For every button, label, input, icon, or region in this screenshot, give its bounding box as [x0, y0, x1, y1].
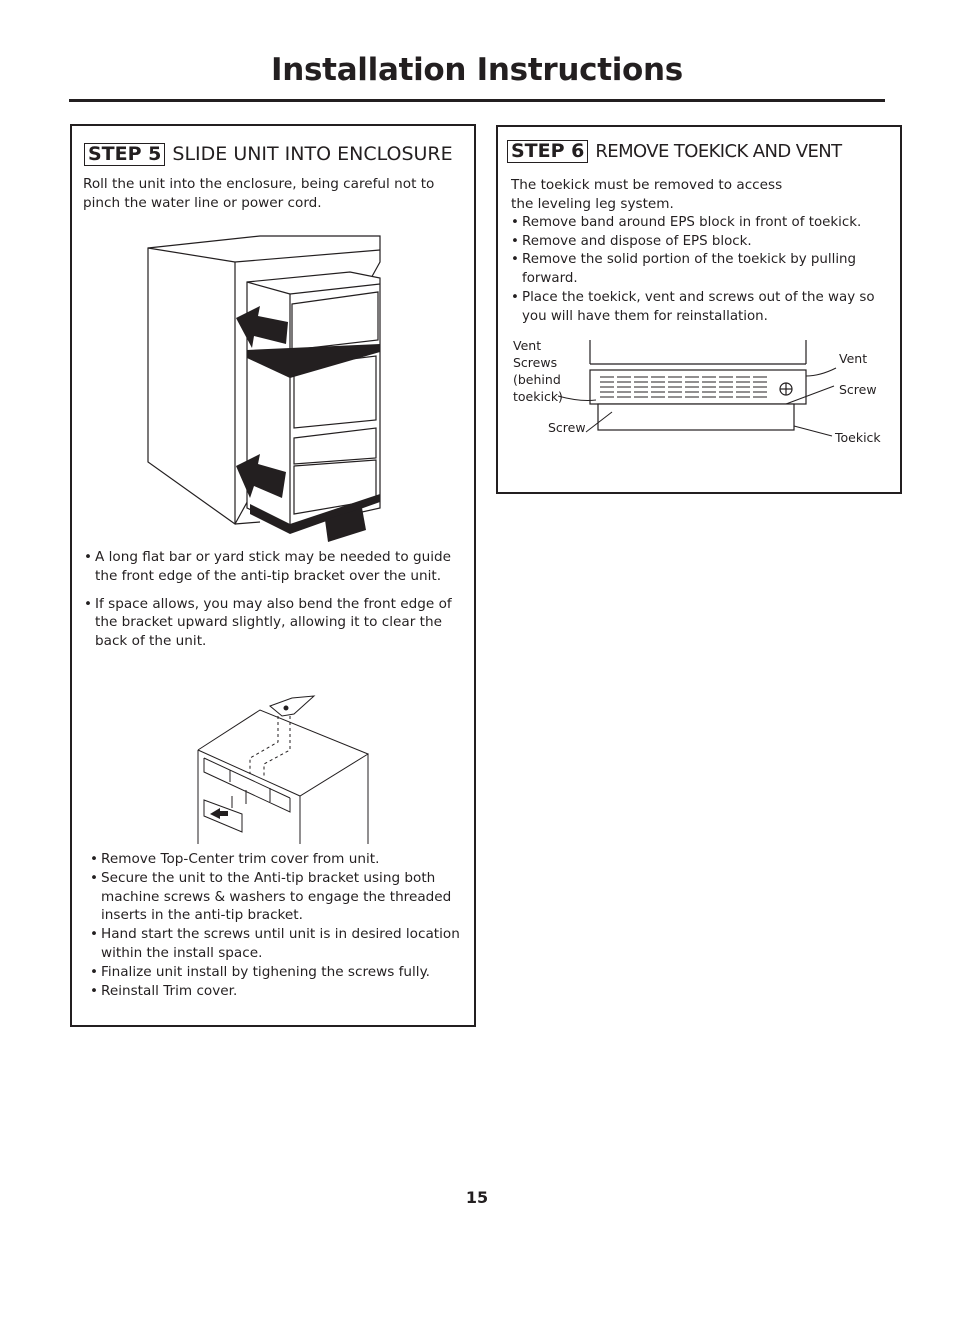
step6-heading [507, 140, 842, 163]
label-vent: Vent [839, 351, 868, 366]
list-item: • A long flat bar or yard stick may be needed to guide the front edge of the anti-tip bracket over the unit. [84, 548, 468, 586]
list-item: • Place the toekick, vent and screws out of the way so you will have them for reinstallation. [511, 289, 891, 326]
page-title: Installation Instructions [271, 52, 683, 88]
label-screw-left: Screw [548, 420, 586, 435]
leader-vent [806, 368, 836, 376]
list-item: • If space allows, you may also bend the front edge of the bracket upward slightly, allowing it to clear the back of the unit. [84, 595, 468, 651]
toekick-diagram [550, 338, 850, 438]
step5-title: SLIDE UNIT INTO ENCLOSURE [172, 143, 453, 165]
step6-bullets [511, 214, 891, 326]
label-vent-screws: Vent Screws (behind toekick) [513, 338, 563, 404]
list-item: • Hand start the screws until unit is in desired location within the install space. [90, 925, 465, 963]
step6-title: REMOVE TOEKICK AND VENT [595, 141, 842, 162]
toekick-panel [598, 404, 794, 430]
label-toekick: Toekick [835, 430, 881, 445]
step6-intro: The toekick must be removed to access the leveling leg system. [511, 177, 783, 212]
label-screw-right: Screw [839, 382, 877, 397]
list-item: • Secure the unit to the Anti-tip bracket using both machine screws & washers to engage the threaded inserts in the anti-tip bracket. [90, 869, 465, 925]
list-item: • Remove Top-Center trim cover from unit. [90, 850, 465, 869]
list-item: • Finalize unit install by tighening the screws fully. [90, 963, 465, 982]
page-number: 15 [465, 1188, 489, 1207]
list-item: • Reinstall Trim cover. [90, 982, 465, 1001]
title-divider [69, 99, 885, 102]
step5-bullets-b [90, 850, 465, 1000]
step5-heading [84, 143, 453, 166]
step5-bullets-a [84, 548, 468, 660]
list-item: • Remove band around EPS block in front of toekick. [511, 214, 891, 233]
step5-intro: Roll the unit into the enclosure, being careful not to pinch the water line or power cord. [83, 176, 435, 211]
anti-tip-bracket-illustration [190, 692, 380, 847]
list-item: • Remove the solid portion of the toekick by pulling forward. [511, 251, 891, 288]
anti-tip-bracket [270, 696, 314, 716]
list-item: • Remove and dispose of EPS block. [511, 233, 891, 252]
step5-badge: STEP 5 [84, 143, 165, 166]
enclosure-illustration [140, 232, 400, 544]
step6-badge: STEP 6 [507, 140, 588, 163]
leader-toekick [794, 426, 832, 436]
